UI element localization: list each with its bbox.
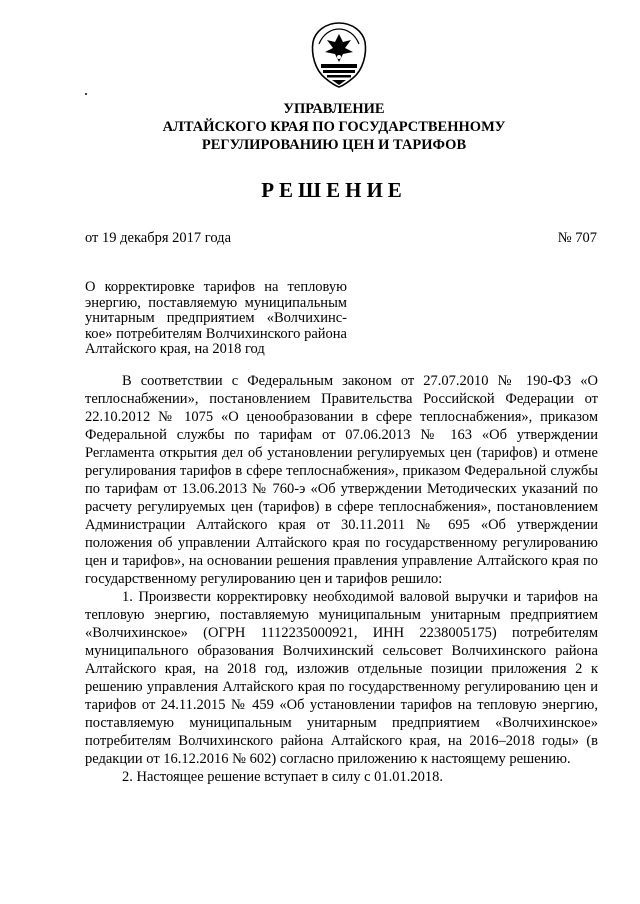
scan-dot [85,93,87,95]
org-line-2: АЛТАЙСКОГО КРАЯ ПО ГОСУДАРСТВЕННОМУ [162,119,506,135]
org-line-3: РЕГУЛИРОВАНИЮ ЦЕН И ТАРИФОВ [201,137,467,153]
item-2-paragraph: 2. Настоящее решение вступает в силу с 01.01.2018. [122,769,444,785]
decision-date: от 19 декабря 2017 года [85,230,231,246]
item-1-paragraph: 1. Произвести корректировку необходимой валовой выручки и тарифов на тепловую энергию, поставляемую муниципальным унитарным предприятием «Волчихинское» (ОГРН 1112235000921, ИНН 2238005175) потребителям муниципального образования Волчихинский сельсовет Волчихинского района Алтайского края, на 2018 год, изложив отдельные позиции приложения 2 к решению управления Алтайского края по государственному регулированию цен и тарифов от 24.11.2015 № 459 «Об установлении тарифов на тепловую энергию, поставляемую муниципальным унитарным предприятием «Волчихинское» потребителям Волчихинского района Алтайского края, на 2016–2018 годы» (в редакции от 16.12.2016 № 602) согласно приложению к настоящему решению. [85,589,598,767]
preamble-paragraph: В соответствии с Федеральным законом от 27.07.2010 № 190-ФЗ «О теплоснабжении», постановлением Правительства Российской Федерации от 22.10.2012 № 1075 «О ценообразовании в сфере теплоснабжения», приказом Федеральной службы по тарифам от 07.06.2013 № 163 «Об утверждении Регламента открытия дел об установлении регулируемых цен (тарифов) и отмене регулирования тарифов в сфере теплоснабжения», приказом Федеральной службы по тарифам от 13.06.2013 № 760-э «Об утверждении Методических указаний по расчету регулируемых цен (тарифов) в сфере теплоснабжения», постановлением Администрации Алтайского края от 30.11.2011 № 695 «Об утверждении положения об управлении Алтайского края по государственному регулированию цен и тарифов», на основании решения правления управление Алтайского края по государственному регулированию цен и тарифов решило: [85,373,598,587]
decision-subject: О корректировке тарифов на тепловую энергию, поставляемую муниципальным унитарным предприятием «Волчихинс-кое» потребителям Волчихинского района Алтайского края, на 2018 год [85,279,347,357]
issuing-authority [0,100,640,154]
decision-number: № 707 [557,230,597,246]
coat-of-arms-emblem-icon [305,20,373,90]
org-line-1: УПРАВЛЕНИЕ [283,101,385,117]
document-title: РЕШЕНИЕ [261,178,407,202]
decision-body [85,372,598,786]
